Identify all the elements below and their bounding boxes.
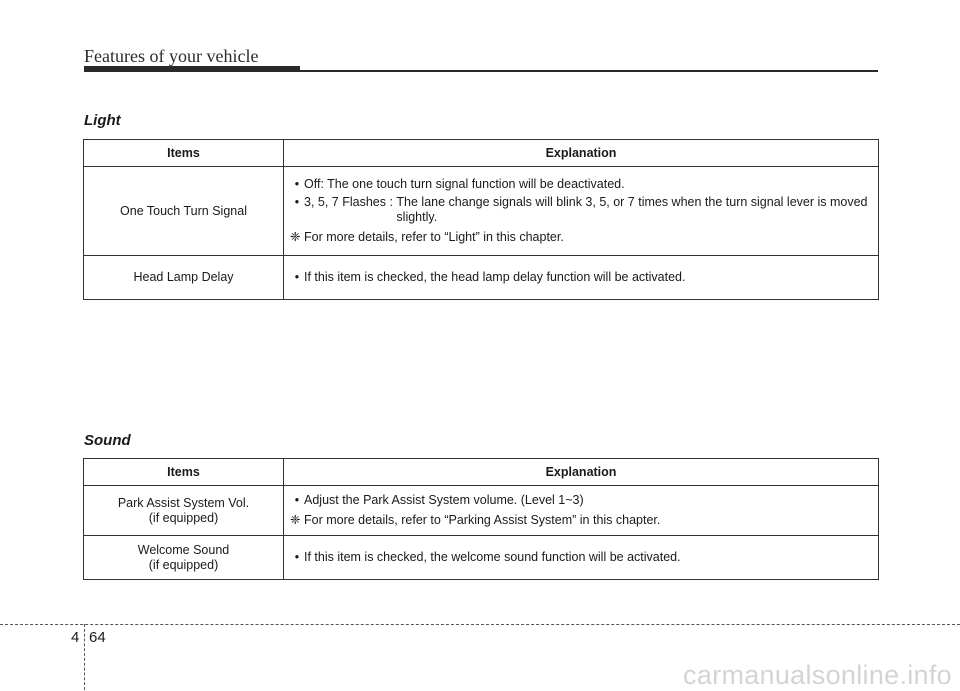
explanation-cell (284, 167, 879, 256)
item-qualifier: (if equipped) (148, 510, 219, 525)
note (290, 230, 872, 245)
footer-dashed-rule (0, 624, 960, 625)
bullet-icon: • (294, 550, 300, 564)
item-welcome-sound (84, 536, 284, 580)
bullet-icon: • (294, 493, 300, 507)
item-title: Welcome Sound (137, 542, 230, 557)
bullet-text-hanging (304, 195, 872, 225)
list-item (290, 177, 872, 192)
bullet-lead: 3, 5, 7 Flashes : (304, 195, 397, 209)
note-text: For more details, refer to “Parking Assist System” in this chapter. (304, 513, 661, 527)
light-table (83, 139, 879, 300)
light-section-heading: Light (84, 112, 121, 129)
list-item (290, 270, 872, 285)
bullet-text: Adjust the Park Assist System volume. (Level 1~3) (304, 493, 584, 507)
bullet-text: If this item is checked, the welcome sound function will be activated. (304, 550, 681, 564)
bullet-text: If this item is checked, the head lamp delay function will be activated. (304, 270, 686, 284)
column-header-explanation: Explanation (284, 459, 879, 486)
sound-table (83, 458, 879, 580)
note-mark-icon: ❈ (290, 513, 301, 527)
column-header-explanation: Explanation (284, 140, 879, 167)
explanation-cell (284, 256, 879, 300)
bullet-text: Off: The one touch turn signal function will be deactivated. (304, 177, 625, 191)
table-row (84, 486, 879, 536)
page-header-title: Features of your vehicle (84, 46, 259, 66)
bullet-icon: • (294, 270, 300, 284)
list-item (290, 550, 872, 565)
list-item (290, 493, 872, 508)
watermark: carmanualsonline.info (683, 660, 952, 690)
item-one-touch-turn-signal: One Touch Turn Signal (84, 167, 284, 256)
page-number: 64 (89, 629, 106, 646)
chapter-number: 4 (71, 629, 80, 646)
list-item (290, 195, 872, 225)
table-header-row (84, 140, 879, 167)
table-header-row (84, 459, 879, 486)
explanation-cell (284, 486, 879, 536)
table-row (84, 256, 879, 300)
note (290, 513, 872, 528)
item-title: Park Assist System Vol. (117, 495, 250, 510)
bullet-rest: The lane change signals will blink 3, 5, or 7 times when the turn signal lever is moved slightly. (396, 195, 868, 224)
column-header-items: Items (84, 140, 284, 167)
footer-dashed-divider (84, 624, 85, 690)
item-head-lamp-delay: Head Lamp Delay (84, 256, 284, 300)
header-rule (84, 70, 878, 72)
table-row (84, 536, 879, 580)
bullet-icon: • (294, 195, 300, 209)
item-qualifier: (if equipped) (148, 557, 219, 572)
item-park-assist-system-vol (84, 486, 284, 536)
explanation-cell (284, 536, 879, 580)
bullet-icon: • (294, 177, 300, 191)
note-mark-icon: ❈ (290, 230, 301, 244)
table-row (84, 167, 879, 256)
column-header-items: Items (84, 459, 284, 486)
note-text: For more details, refer to “Light” in this chapter. (304, 230, 564, 244)
sound-section-heading: Sound (84, 432, 131, 449)
